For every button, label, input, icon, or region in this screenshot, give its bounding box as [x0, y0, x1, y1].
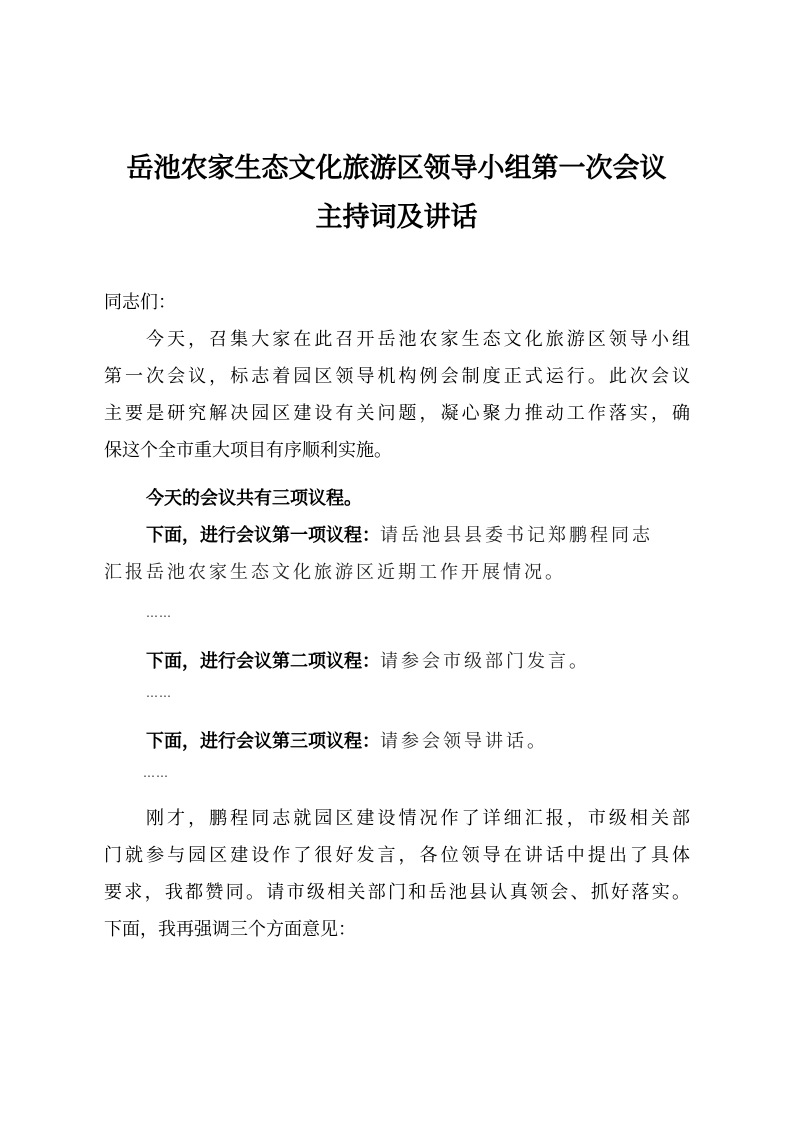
- paragraph-line: 第一次会议，标志着园区领导机构例会制度正式运行。此次会议: [104, 366, 690, 387]
- agenda-item-3-label: 下面，进行会议第三项议程：: [146, 731, 380, 752]
- agenda-item-1-text: 请岳池县县委书记郑鹏程同志: [380, 525, 653, 546]
- paragraph-line: 今天，召集大家在此召开岳池农家生态文化旅游区领导小组: [146, 329, 690, 350]
- paragraph-line: 主要是研究解决园区建设有关问题，凝心聚力推动工作落实，确: [104, 403, 690, 424]
- paragraph-line: 刚才，鹏程同志就园区建设情况作了详细汇报，市级相关部: [146, 808, 690, 829]
- paragraph-line: 保这个全市重大项目有序顺利实施。: [104, 440, 392, 461]
- ellipsis: ……: [146, 686, 172, 700]
- ellipsis: ……: [146, 606, 172, 620]
- ellipsis: ……: [143, 766, 169, 780]
- agenda-intro: 今天的会议共有三项议程。: [146, 488, 362, 509]
- agenda-item-2-label: 下面，进行会议第二项议程：: [146, 651, 380, 672]
- agenda-item-1-label: 下面，进行会议第一项议程：: [146, 525, 380, 546]
- agenda-item-1: [146, 521, 690, 545]
- paragraph-line: 门就参与园区建设作了很好发言，各位领导在讲话中提出了具体: [104, 845, 690, 866]
- paragraph-line: 要求，我都赞同。请市级相关部门和岳池县认真领会、抓好落实。: [104, 882, 690, 903]
- agenda-item-3-text: 请参会领导讲话。: [380, 731, 548, 752]
- agenda-item-1-cont: [104, 558, 566, 582]
- agenda-item-2: [146, 647, 590, 671]
- agenda-item-2-text: 请参会市级部门发言。: [380, 651, 590, 672]
- agenda-item-3: [146, 727, 548, 751]
- agenda-item-1-text-cont: 汇报岳池农家生态文化旅游区近期工作开展情况。: [104, 562, 566, 583]
- salutation: 同志们：: [104, 292, 176, 313]
- document-title: 岳池农家生态文化旅游区领导小组第一次会议: [126, 153, 667, 184]
- paragraph-line: 下面，我再强调三个方面意见：: [104, 919, 356, 940]
- document-subtitle: 主持词及讲话: [315, 202, 478, 233]
